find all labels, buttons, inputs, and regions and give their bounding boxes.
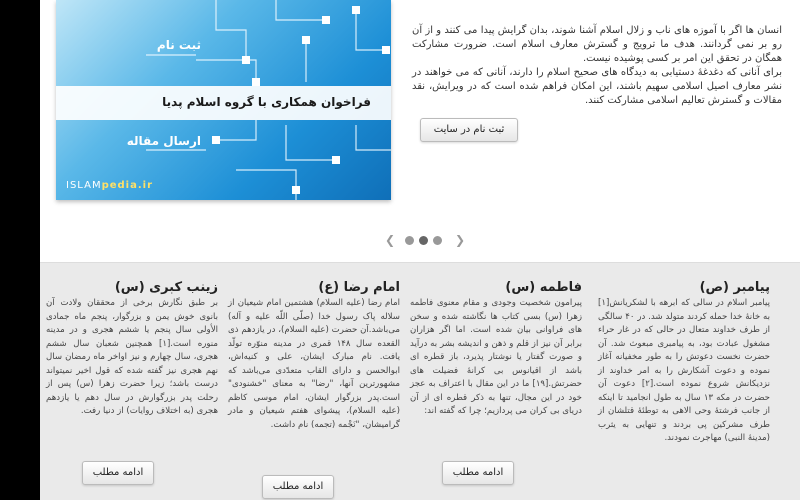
read-more-button[interactable]: ادامه مطلب xyxy=(262,475,334,499)
featured-columns xyxy=(40,262,800,500)
chevron-right-icon[interactable]: ❯ xyxy=(455,233,466,247)
column-body: امام رضا (علیه السلام) هشتمین امام شیعیان از سلاله پاک رسول خدا (صلّی اللّه علیه و آله) می‌باشد.آن حضرت (علیه السلام)، در یازدهم ذی القعده سال ۱۴۸ قمری در مدینه منوّره تولّد یافت. نام مبارک ایشان، علی و کنیه‌اش، ابوالحسن و دارای القاب متعدّدی می‌باشد که مشهورترین آنها، "رضا" به معنای "خشنودی" است.پدر بزرگوار ایشان، امام موسی کاظم (علیه السلام)، پیشوای هفتم شیعیان و مادر گرامیشان، "نَجْمه (تجمه) نام داشت. xyxy=(228,298,401,430)
banner-signup-label: ثبت نام xyxy=(156,38,201,52)
register-button[interactable]: ثبت نام در سایت xyxy=(420,118,518,142)
slider-dot-3[interactable] xyxy=(433,236,442,245)
banner-submit-label: ارسال مقاله xyxy=(126,134,201,148)
hero-section xyxy=(40,0,800,260)
hero-paragraph-1: انسان ها اگر با آموزه های ناب و زلال اسلام آشنا شوند، بدان گرایش پیدا می کنند و از آن رو بر نمی گردانند. هدف ما ترویج و گسترش معارف اسلام است. ضرورت مشارکت همگان در تحقق این امر بر کسی پوشیده نیست. xyxy=(412,25,782,64)
banner-title-strip xyxy=(56,86,391,120)
logo-suffix: pedia.ir xyxy=(101,180,154,191)
chevron-left-icon[interactable]: ❮ xyxy=(385,233,396,247)
banner-title: فراخوان همکاری با گروه اسلام پدیا xyxy=(162,95,371,109)
slider-dot-1[interactable] xyxy=(405,236,414,245)
slider-dot-2[interactable] xyxy=(419,236,428,245)
read-more-button[interactable]: ادامه مطلب xyxy=(82,461,154,485)
hero-paragraph-2: برای آنانی که دغدغهٔ دستیابی به دیدگاه های صحیح اسلام را دارند، آنانی که می خواهند در نشر معارف اصیل اسلامی سهیم باشند، این امکان فراهم شده است که در ویرایش، نقد مقالات و گسترش تعالیم اسلامی مشارکت کنند. xyxy=(412,67,782,106)
column-title: پیامبر (ص) xyxy=(699,280,770,295)
column-zeynab xyxy=(48,263,226,500)
column-fatima xyxy=(412,263,590,500)
column-imam-reza xyxy=(230,263,408,500)
column-title: امام رضا (ع) xyxy=(318,280,400,295)
read-more-button[interactable]: ادامه مطلب xyxy=(442,461,514,485)
cooperation-banner[interactable] xyxy=(56,0,391,200)
page xyxy=(40,0,800,500)
column-title: زینب کبری (س) xyxy=(114,280,218,295)
column-prophet xyxy=(600,263,778,500)
logo-prefix: ISLAM xyxy=(66,180,102,191)
column-body: پیامبر اسلام در سالی که ابرهه با لشکریانش[۱] به خانهٔ خدا حمله کردند متولد شد. در ۴۰ سالگی از طرف خداوند متعال در حالی که در غار حراء مشغول عبادت بود، به پیامبری مبعوث شد. آن حضرت نخست دعوتش را به طور مخفیانه آغاز نموده و دعوت آشکارش را به امر خداوند از نزدیکانش شروع نموده است.[۲] دعوت آن حضرت در مکه ۱۳ سال به طول انجامید تا اینکه از جانب فرشتهٔ وحی الاهی به توطئهٔ قتلشان از طرف مشرکین پی بردند و تنهایی به یثرب (مدینهٔ النبی) مهاجرت نمودند. xyxy=(598,298,770,443)
column-body: پیرامون شخصیت وجودی و مقام معنوی فاطمه زهرا (س) بسی کتاب ها نگاشته شده و سخن های فراوانی بیان شده است. اما اگر هزاران برابر آن نیز از قلم و ذهن و اندیشه بشر به درآید و صورت گفتار یا نوشتار پذیرد، باز قطره ای باشد از اقیانوس بی کرانهٔ فضیلت های حضرتش.[۱۹] ما در این مقال با اعتراف به عجز خود در این مجال، تنها به ذکر قطره ای از آن دریای بی کران می پردازیم؛ چرا که گفته اند: xyxy=(410,298,582,416)
slider-navigation xyxy=(385,234,475,246)
hero-description xyxy=(412,24,782,108)
column-body: بر طبق نگارش برخی از محققان ولادت آن بانوی خوش یمن و بزرگوار، پنجم ماه جمادی الأولی سال پنجم یا ششم هجری و در مدینه منوره است.[۱] همچنین شعبان سال ششم هجری، سال چهارم و نیز اواخر ماه رمضان سال نهم هجری نیز گفته شده که قول اخیر نمیتواند درست باشد؛ زیرا حضرت زهرا (س) پس از رحلت پدر بزرگوارش در سال دهم یا یازدهم هجری (به اختلاف روایات) از دنیا رفت. xyxy=(46,298,219,416)
column-title: فاطمه (س) xyxy=(505,280,582,295)
islampedia-logo xyxy=(66,180,153,191)
